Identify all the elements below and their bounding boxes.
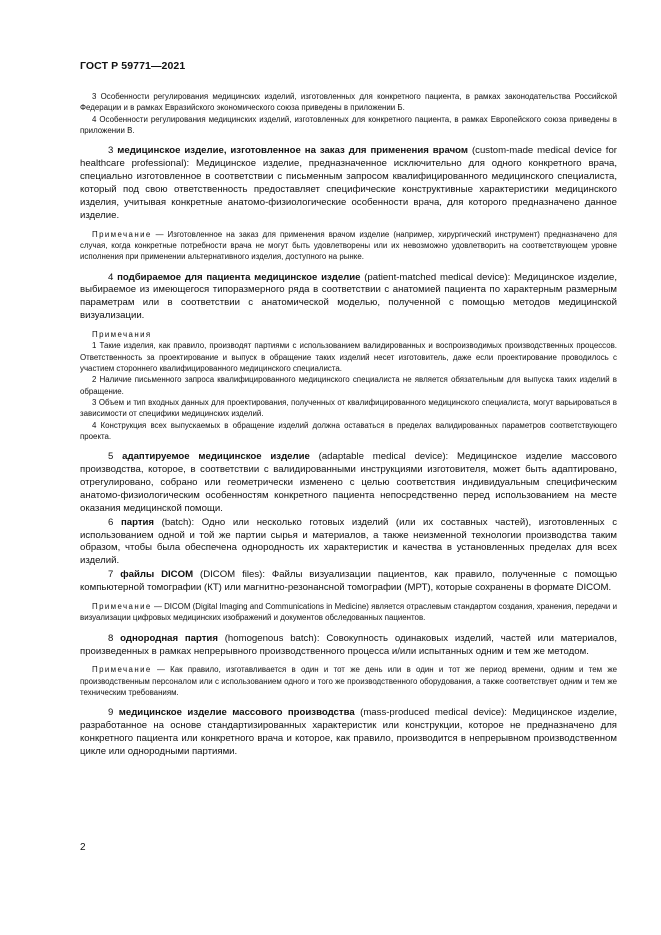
term-number: 6 <box>108 516 114 528</box>
term-5 <box>80 451 617 516</box>
term-4-notes-title <box>80 329 617 340</box>
term-title: адаптируемое медицинское изделие <box>122 451 310 463</box>
term-number: 8 <box>108 632 114 644</box>
intro-note-3: 3 Особенности регулирования медицинских изделий, изготовленных для конкретного пациента, в рамках законодательства Российской Федерации и в рамках Евразийского экономического союза приведены в приложении Б. <box>80 92 617 113</box>
intro-note-4: 4 Особенности регулирования медицинских изделий, изготовленных для конкретного пациента, в рамках Европейского союза приведены в приложении В. <box>80 114 617 135</box>
note-text: — Как правило, изготавливается в один и тот же день или в один и тот же период времени, одним и тем же производственным персоналом или с использованием одного и того же производственного оборудования, а также соответствует одним и тем же техническим требованиям. <box>80 665 617 698</box>
note-text: — DICOM (Digital Imaging and Communications in Medicine) является отраслевым стандартом создания, хранения, передачи и визуализации цифровых медицинских изображений и документов обследованных пациентов. <box>80 602 617 623</box>
term-number: 5 <box>108 451 114 463</box>
standard-header: ГОСТ Р 59771—2021 <box>80 60 186 72</box>
term-definition: (DICOM files): Файлы визуализации пациентов, как правило, полученные с помощью компьютерной томографии (КТ) или магнитно-резонансной томографии (МРТ), которые сохранены в формате DICOM. <box>80 569 618 594</box>
term-9 <box>80 707 617 759</box>
term-number: 3 <box>108 145 114 157</box>
term-definition: (batch): Одно или несколько готовых изделий (или их составных частей), изготовленных с использованием одной и той же партии сырья и материалов, а также неизменной технологии производства таким образом, чтобы была обеспечена однородность их характеристик и качества в установленных пределах для всех изделий. <box>80 516 617 567</box>
term-title: файлы DICOM <box>120 569 194 581</box>
note-text: — Изготовленное на заказ для применения врачом изделие (например, хирургический инструмент) предназначено для случая, когда конкретные потребности врача не могут быть удовлетворены или их невозможно удовлетворить на соответствующем уровне исполнения при применении альтернативного изделия, доступного на рынке. <box>80 229 617 262</box>
notes-label: Примечания <box>92 330 152 340</box>
term-title: партия <box>120 516 155 528</box>
term-title: медицинское изделие, изготовленное на заказ для применения врачом <box>117 145 469 157</box>
term-title: подбираемое для пациента медицинское изделие <box>117 271 361 283</box>
term-6 <box>80 517 617 569</box>
term-7 <box>80 569 617 595</box>
term-7-note <box>80 601 617 624</box>
term-definition: (homogenous batch): Совокупность одинаковых изделий, частей или материалов, произведенных в рамках непрерывного производственного процесса и/или испытанных одним и тем же методом. <box>80 632 617 657</box>
term-definition: (patient-matched medical device): Медицинское изделие, выбираемое из имеющегося типоразмерного ряда в соответствии с анатомией пациента по характерным размерным параметрам или в соответствии с анатомической моделью, полученной с помощью методов медицинской визуализации. <box>80 271 618 322</box>
note-label: Примечание <box>92 229 152 239</box>
term-number: 9 <box>108 707 114 719</box>
term-definition: (mass-produced medical device): Медицинское изделие, разработанное на основе стандартизированных характеристик или конструкции, которое не предназначено для конкретного пациента или конкретного врача и которое, как правило, производится в непрерывном производственном цикле или однородными партиями. <box>80 707 618 758</box>
note-label: Примечание <box>92 602 152 612</box>
term-4-note-1: 1 Такие изделия, как правило, производят партиями с использованием валидированных и воспроизводимых производственных процессов. Ответственность за проектирование и выпуск в обращение таких изделий несет изготовитель, даже если проектирование проводилось с участием стороннего квалифицированного медицинского специалиста. <box>80 341 617 374</box>
term-number: 4 <box>108 271 114 283</box>
term-title: медицинское изделие массового производства <box>118 707 355 719</box>
term-4-note-2: 2 Наличие письменного запроса квалифицированного медицинского специалиста не является обязательным для выпуска таких изделий в обращение. <box>80 375 617 396</box>
document-body <box>80 91 617 759</box>
term-8 <box>80 633 617 659</box>
term-4-note-4: 4 Конструкция всех выпускаемых в обращение изделий должна оставаться в пределах валидированных параметров соответствующего проекта. <box>80 420 617 441</box>
term-title: однородная партия <box>120 632 218 644</box>
term-4 <box>80 272 617 324</box>
term-definition: (adaptable medical device): Медицинское изделие массового производства, которое, в соответствии с валидированными инструкциями изготовителя, может быть адаптировано, отрегулировано, собрано или геометрически изменено с целью соответствия индивидуальным специфическим анатомо-физиологическим особенностям конкретного пациента непосредственно перед использованием на месте оказания медицинской помощи. <box>80 451 618 514</box>
term-8-note <box>80 664 617 698</box>
note-label: Примечание <box>92 665 152 675</box>
term-definition: (custom-made medical device for healthcare professional): Медицинское изделие, предназначенное исключительно для одного конкретного врача, специально изготовленное в соответствии с письменным запросом квалифицированного медицинского специалиста, который под свою ответственность предоставляет специфические конструктивные характеристики медицинского изделия, учитывая конкретные анатомо-физиологические особенности врача, для которого предназначено данное изделие. <box>80 145 618 221</box>
term-3 <box>80 145 617 222</box>
page-number: 2 <box>80 842 86 853</box>
term-4-note-3: 3 Объем и тип входных данных для проектирования, полученных от квалифицированного медицинского специалиста, могут варьироваться в зависимости от специфики медицинских изделий. <box>80 397 617 419</box>
term-number: 7 <box>108 569 114 581</box>
term-3-note <box>80 229 617 263</box>
